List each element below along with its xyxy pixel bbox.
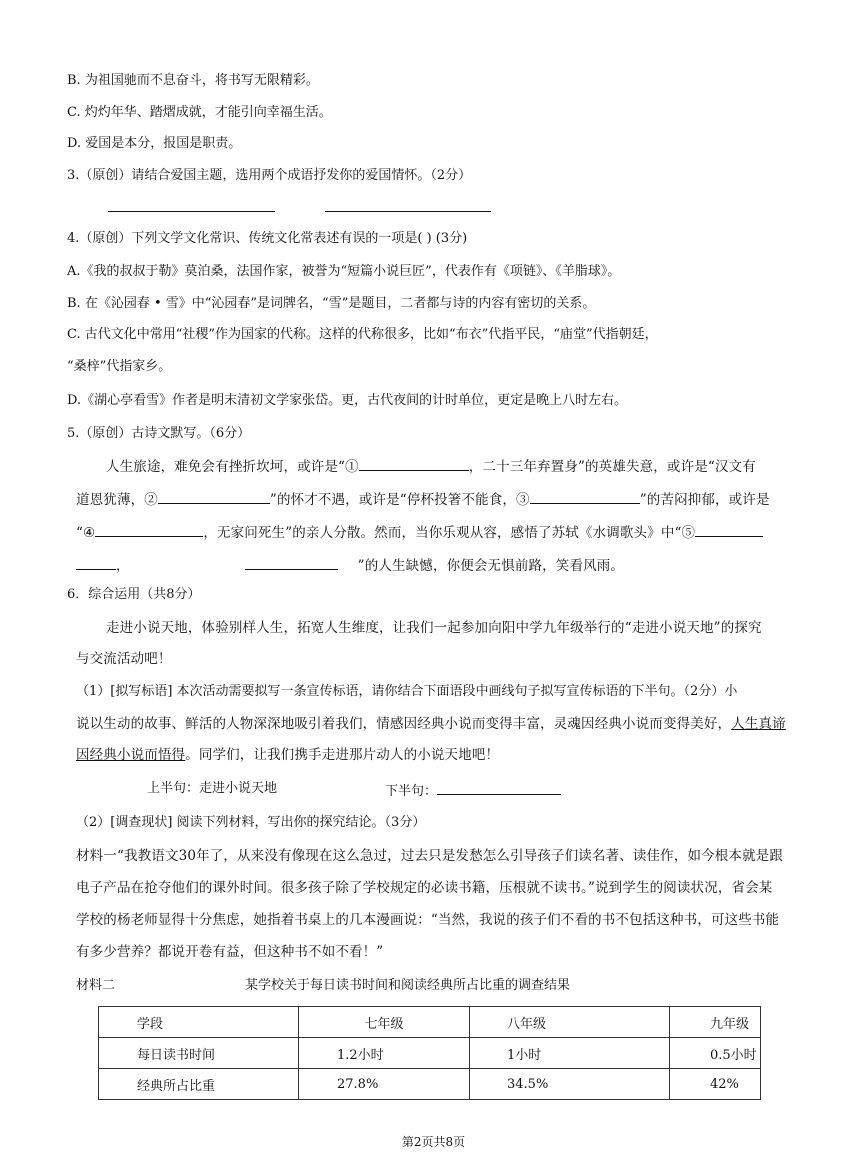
table-header: 九年级 — [670, 1007, 761, 1038]
table-header: 学段 — [99, 1007, 299, 1038]
table-title: 某学校关于每日读书时间和阅读经典所占比重的调查结果 — [245, 978, 571, 993]
option-b: B. 为祖国驰而不息奋斗，将书写无限精彩。 — [67, 73, 319, 88]
q5-text: 人生旅途，难免会有挫折坎坷，或许是“① — [106, 459, 359, 475]
option-d: D. 爱国是本分，报国是职责。 — [67, 136, 242, 151]
underlined-sentence: 人生真谛 — [731, 716, 786, 732]
table-cell: 34.5% — [470, 1069, 670, 1100]
table-row — [99, 1038, 761, 1069]
q5-line-3 — [76, 522, 763, 542]
table-cell: 42% — [670, 1069, 761, 1100]
question-5: 5.（原创）古诗文默写。（6分） — [67, 426, 251, 441]
q6-part-1: （1）[拟写标语] 本次活动需要拟写一条宣传标语，请你结合下面语段中画线句子拟写宣传标语的下半句。（2分）小 — [76, 684, 738, 699]
q6-part-1-line-3 — [76, 746, 499, 764]
table-cell: 经典所占比重 — [99, 1069, 299, 1100]
q5-text: ”的人生缺憾，你便会无惧前路，笑看风雨。 — [357, 558, 625, 574]
survey-table — [98, 1006, 761, 1100]
material-1-line-4: 有多少营养？都说开卷有益，但这种书不如不看！” — [76, 944, 384, 960]
table-header: 八年级 — [470, 1007, 670, 1038]
q4-option-a: A.《我的叔叔于勒》莫泊桑，法国作家，被誉为“短篇小说巨匠”，代表作有《项链》、《羊脂球》。 — [67, 264, 621, 279]
q5-text: ，无家问死生”的亲人分散。然而，当你乐观从容，感悟了苏轼《水调歌头》中“⑤ — [203, 525, 696, 541]
q5-text: ”的苦闷抑郁，或许是 — [639, 492, 770, 508]
q5-text: 道恩犹薄，② — [76, 492, 158, 508]
question-3: 3.（原创）请结合爱国主题，选用两个成语抒发你的爱国情怀。（2分） — [67, 168, 472, 183]
blank-1[interactable] — [359, 456, 469, 471]
page-footer: 第2页共8页 — [401, 1135, 466, 1149]
material-1-line-2: 电子产品在抢夺他们的课外时间。很多孩子除了学校规定的必读书籍，压根就不读书。”说到学生的阅读状况，省会某 — [76, 880, 773, 896]
option-c: C. 灼灼年华、踏熠成就，才能引向幸福生活。 — [67, 105, 332, 120]
blank-4[interactable] — [95, 522, 203, 537]
q6-intro-1: 走进小说天地，体验别样人生，拓宽人生维度，让我们一起参加向阳中学九年级举行的“走进小说天地”的探究 — [106, 620, 762, 636]
material-1-line-1: 材料一“我教语文30年了，从来没有像现在这么急过，过去只是发愁怎么引导孩子们读名著、读佳作，如今根本就是跟 — [76, 848, 784, 864]
q5-text: “④ — [76, 525, 96, 541]
slogan-blank[interactable] — [437, 780, 561, 795]
q5-text: ， — [116, 558, 130, 574]
blank-3[interactable] — [530, 489, 640, 504]
q5-line-1 — [106, 456, 756, 476]
material-1-line-3: 学校的杨老师显得十分焦虑，她指着书桌上的几本漫画说：“当然，我说的孩子们不看的书不包括这种书，可这些书能 — [76, 912, 780, 928]
material-2-label: 材料二 — [76, 978, 116, 993]
q4-option-b: B. 在《沁园春 • 雪》中“沁园春”是词牌名，“雪”是题目，二者都与诗的内容有密切的关系。 — [67, 296, 596, 311]
table-cell: 0.5小时 — [670, 1038, 761, 1069]
q5-line-2 — [76, 489, 770, 509]
table-cell: 1小时 — [470, 1038, 670, 1069]
table-header: 七年级 — [299, 1007, 470, 1038]
lower-half-label: 下半句： — [385, 784, 438, 799]
table-row — [99, 1069, 761, 1100]
table-header-row — [99, 1007, 761, 1038]
blank-5-cont[interactable] — [76, 555, 116, 570]
q4-option-c-cont: “桑梓”代指家乡。 — [67, 359, 172, 374]
q6-part-1-line-2 — [76, 715, 786, 733]
question-4: 4.（原创）下列文学文化常识、传统文化常表述有误的一项是( ) (3分) — [67, 231, 468, 246]
q4-option-d: D.《湖心亭看雪》作者是明末清初文学家张岱。更，古代夜间的计时单位，更定是晚上八时左右。 — [67, 393, 628, 408]
answer-blank-2[interactable] — [325, 211, 491, 212]
q5-text: ，二十三年弃置身”的英雄失意，或许是“汉文有 — [468, 459, 756, 475]
q4-option-c: C. 古代文化中常用“社稷”作为国家的代称。这样的代称很多，比如“布衣”代指平民，“庙堂”代指朝廷， — [67, 327, 658, 342]
table-cell: 每日读书时间 — [99, 1038, 299, 1069]
table-cell: 1.2小时 — [299, 1038, 470, 1069]
blank-2[interactable] — [158, 489, 270, 504]
q6-text: 说以生动的故事、鲜活的人物深深地吸引着我们，情感因经典小说而变得丰富，灵魂因经典小说而变得美好， — [76, 716, 732, 732]
q6-part-2: （2）[调查现状] 阅读下列材料，写出你的探究结论。（3分） — [76, 815, 426, 830]
answer-blank-1[interactable] — [108, 211, 275, 212]
q6-text: 。同学们，让我们携手走进那片动人的小说天地吧！ — [185, 747, 500, 763]
blank-6[interactable] — [245, 555, 338, 570]
question-6: 6．综合运用（共8分） — [67, 587, 201, 602]
lower-half — [385, 780, 561, 801]
table-cell: 27.8% — [299, 1069, 470, 1100]
q6-intro-2: 与交流活动吧！ — [76, 651, 172, 667]
blank-5[interactable] — [695, 522, 763, 537]
underlined-sentence: 因经典小说而悟得 — [76, 747, 186, 763]
q5-line-4 — [76, 555, 624, 575]
q5-text: ”的怀才不遇，或许是“停杯投箸不能食，③ — [269, 492, 530, 508]
upper-half: 上半句：走进小说天地 — [147, 781, 278, 796]
